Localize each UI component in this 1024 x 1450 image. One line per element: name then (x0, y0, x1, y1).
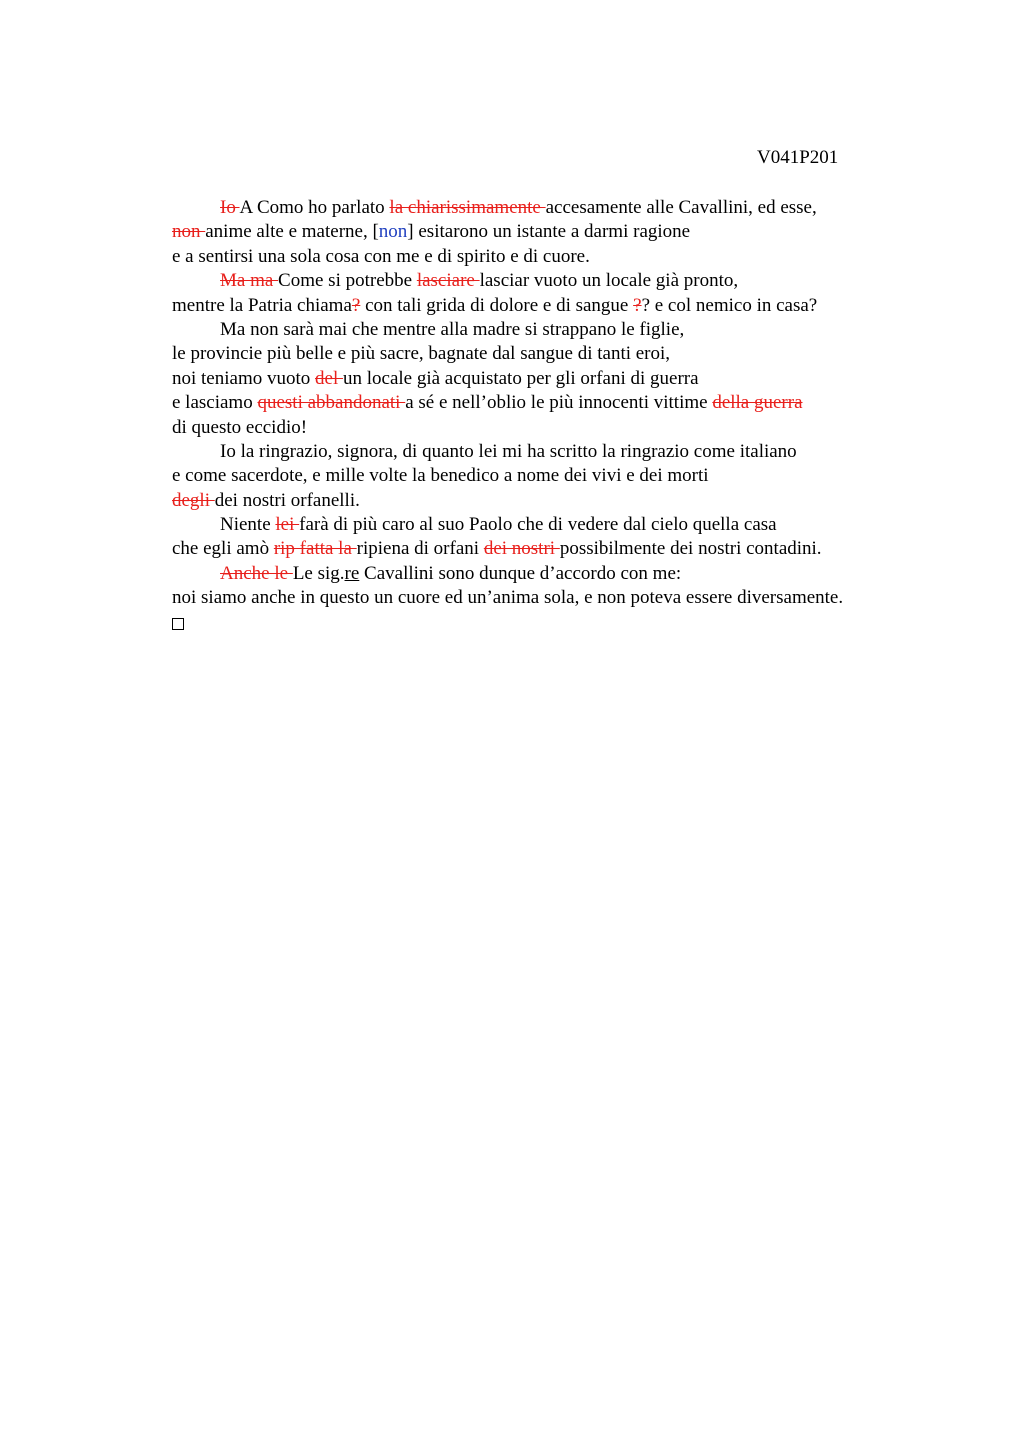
deleted-text: lasciare (416, 270, 480, 292)
text-segment: e lasciamo (172, 392, 258, 414)
deleted-text: Io (220, 197, 240, 218)
text-line (172, 367, 932, 391)
text-line (172, 416, 932, 440)
text-segment: mentre la Patria chiama (172, 294, 352, 316)
text-line (172, 294, 932, 318)
text-segment: che egli amò (172, 538, 274, 560)
text-line (172, 537, 932, 561)
editorial-insertion: non (378, 221, 408, 243)
text-segment: ripiena di orfani (356, 538, 484, 560)
text-line (172, 513, 932, 537)
text-segment: a sé e nell’oblio le più innocenti vittime (405, 392, 713, 414)
text-line (172, 391, 932, 415)
text-segment: Cavallini sono dunque d’accordo con me: (359, 562, 682, 584)
text-segment: A Como ho parlato (239, 197, 390, 218)
text-line (172, 245, 932, 269)
deleted-text: questi abbandonati (257, 392, 406, 414)
text-segment: le provincie più belle e più sacre, bagnate dal sangue di tanti eroi, (172, 343, 671, 365)
deleted-text: non (172, 221, 206, 243)
text-line (172, 318, 932, 342)
deleted-text: dei nostri (483, 538, 560, 560)
text-segment: ] esitarono un istante a darmi ragione (407, 221, 691, 243)
deleted-text: Ma ma (220, 270, 279, 292)
text-segment: noi teniamo vuoto (172, 367, 316, 389)
text-segment: lasciar vuoto un locale già pronto, (479, 270, 739, 292)
text-segment: di questo eccidio! (172, 416, 308, 438)
text-line (172, 611, 932, 635)
text-line (172, 440, 932, 464)
deleted-text: la chiarissimamente (389, 197, 546, 218)
deleted-text: del (315, 367, 343, 389)
abbreviation-superscript: re (344, 562, 360, 584)
text-segment: noi siamo anche in questo un cuore ed un’anima sola, e non poteva essere diversamente. (172, 587, 844, 609)
text-segment: dei nostri orfanelli. (214, 489, 360, 511)
text-line (172, 269, 932, 293)
text-segment: Le sig. (292, 562, 345, 584)
text-segment: e a sentirsi una sola cosa con me e di spirito e di cuore. (172, 245, 590, 267)
text-segment: ? e col nemico in casa? (641, 294, 818, 316)
text-segment: un locale già acquistato per gli orfani di guerra (342, 367, 699, 389)
text-segment: Ma non sarà mai che mentre alla madre si strappano le figlie, (220, 318, 685, 340)
text-segment: accesamente alle Cavallini, ed esse, (545, 197, 817, 218)
letter-body (172, 196, 932, 635)
deleted-text: della guerra (712, 392, 803, 414)
text-segment: Io la ringrazio, signora, di quanto lei mi ha scritto la ringrazio come italiano (220, 440, 797, 462)
deleted-text: ? (351, 294, 361, 316)
text-line (172, 586, 932, 610)
text-segment: farà di più caro al suo Paolo che di vedere dal cielo quella casa (299, 514, 777, 536)
text-segment: anime alte e materne, [ (205, 221, 379, 243)
text-segment: Niente (220, 514, 276, 536)
deleted-text: lei (275, 514, 300, 536)
deleted-text: Anche le (220, 562, 293, 584)
page-identifier: V041P201 (757, 147, 839, 168)
deleted-text: ? (633, 294, 642, 316)
text-line (172, 196, 932, 220)
text-line (172, 220, 932, 244)
text-segment: Come si potrebbe (278, 270, 417, 292)
deleted-text: rip fatta la (273, 538, 357, 560)
text-line (172, 562, 932, 586)
text-line (172, 342, 932, 366)
text-segment: e come sacerdote, e mille volte la benedico a nome dei vivi e dei morti (172, 465, 709, 487)
end-of-text-box-icon (172, 618, 184, 630)
text-segment: possibilmente dei nostri contadini. (559, 538, 822, 560)
text-line (172, 464, 932, 488)
text-line (172, 489, 932, 513)
text-segment: con tali grida di dolore e di sangue (360, 294, 634, 316)
deleted-text: degli (172, 489, 215, 511)
